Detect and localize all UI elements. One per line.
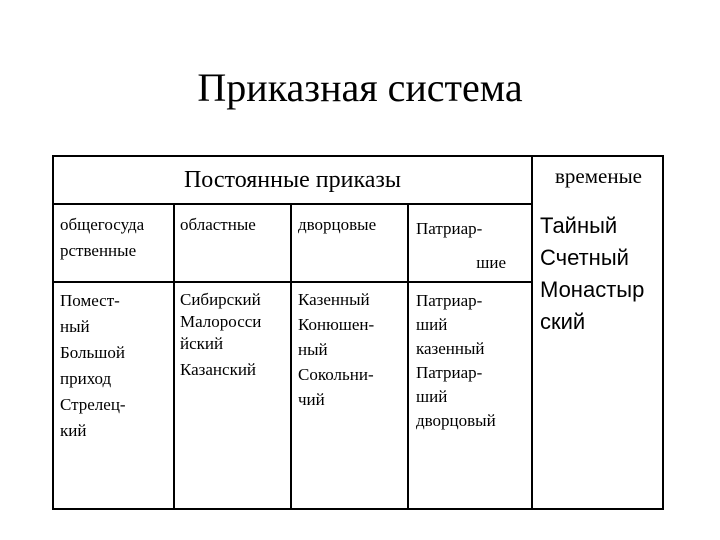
temporary-prikazy-list [540,210,644,338]
list-item: Монастыр [540,277,645,302]
regional-prikazy-list [180,289,261,381]
temporary-prikazy-header: временые [554,164,642,188]
list-item: Сокольни- [298,365,374,384]
list-item: Счетный [540,245,629,270]
page-title: Приказная система [197,65,523,110]
list-item: кий [60,421,87,440]
list-item: дворцовый [416,411,496,430]
all-state-prikazy-list [60,288,126,444]
column-header-patriarchal: Патриар- шие [416,219,506,272]
list-item: чий [298,390,325,409]
list-item: Конюшен- [298,315,375,334]
patriarchal-prikazy-list [416,289,496,433]
list-item: Малоросси [180,312,262,331]
temporary-divider [531,155,533,510]
list-item: приход [60,369,112,388]
list-item: Сибирский [180,290,261,309]
list-item: Патриар- [416,291,483,310]
col-divider-1 [173,203,175,510]
palace-prikazy-list [298,287,374,412]
list-item: ный [298,340,328,359]
permanent-prikazy-header: Постоянные приказы [183,167,402,193]
subheader-divider [52,281,533,283]
list-item: Казанский [180,360,257,379]
list-item: Стрелец- [60,395,126,414]
list-item: йский [180,334,224,353]
list-item: Большой [60,343,125,362]
list-item: ший [416,315,448,334]
list-item: ный [60,317,90,336]
col-divider-3 [407,203,409,510]
list-item: Помест- [60,291,120,310]
list-item: ший [416,387,448,406]
list-item: Тайный [540,213,618,238]
column-header-regional: областные [180,215,256,234]
list-item: казенный [416,339,485,358]
column-header-palace: дворцовые [298,215,377,234]
list-item: Патриар- [416,363,483,382]
list-item: ский [540,309,586,334]
header-divider [52,203,533,205]
list-item: Казенный [298,290,370,309]
column-header-all-state: общегосуда рственные [60,215,145,260]
col-divider-2 [290,203,292,510]
